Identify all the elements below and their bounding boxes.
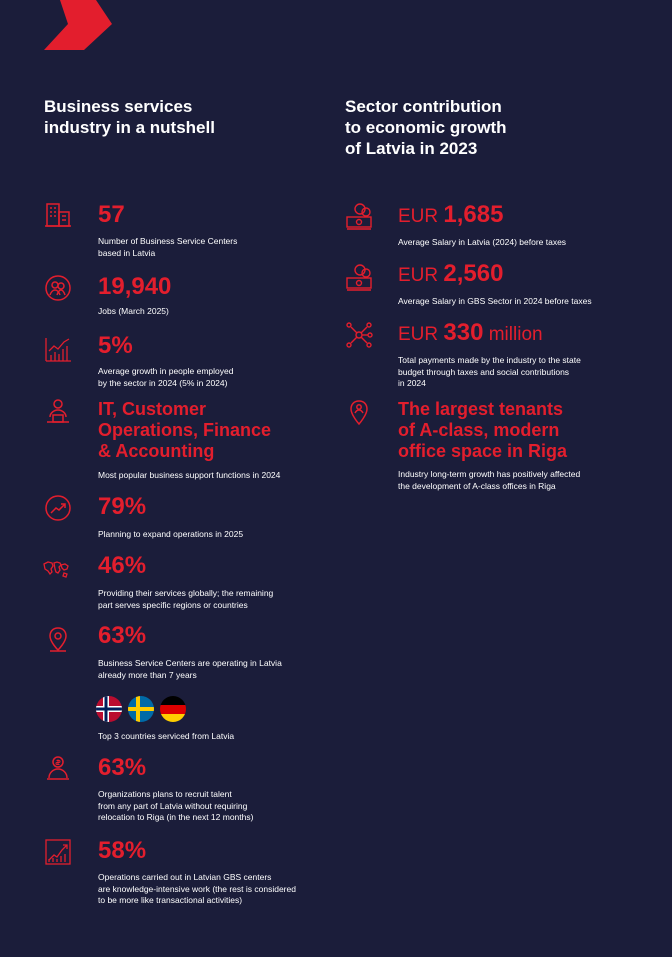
stat-desc-jobs: Jobs (March 2025)	[98, 306, 169, 316]
right-value-payments	[398, 320, 543, 348]
salary-gbs-amount: 2,560	[443, 260, 504, 287]
stat-value-jobs: 19,940	[98, 273, 172, 300]
stat-desc-operating: Business Service Centers are operating in Latvia already more than 7 years	[98, 658, 282, 680]
network-icon	[345, 321, 373, 349]
line-chart-icon	[44, 838, 72, 866]
right-desc-salary-gbs: Average Salary in GBS Sector in 2024 before taxes	[398, 296, 592, 306]
dollar-person-icon	[44, 754, 72, 782]
stat-desc-expand: Planning to expand operations in 2025	[98, 529, 244, 539]
stat-desc-functions: Most popular business support functions in 2024	[98, 470, 281, 480]
money-coins-icon	[345, 202, 373, 230]
growth-chart-icon	[44, 335, 72, 363]
stat-desc-recruit: Organizations plans to recruit talent from any part of Latvia without requiring relocation to Riga (in the next 12 months)	[98, 789, 254, 822]
stat-desc-centers: Number of Business Service Centers based in Latvia	[98, 236, 238, 258]
stat-value-operating: 63%	[98, 622, 147, 649]
flags-caption: Top 3 countries serviced from Latvia	[98, 731, 235, 741]
germany-flag-icon	[160, 696, 186, 722]
location-pin-icon	[44, 625, 72, 653]
building-icon	[44, 201, 72, 229]
right-desc-salary-latvia: Average Salary in Latvia (2024) before taxes	[398, 237, 567, 247]
currency-prefix: EUR	[398, 324, 444, 345]
stat-desc-global: Providing their services globally; the remaining part serves specific regions or countries	[98, 588, 274, 610]
right-desc-payments: Total payments made by the industry to the state budget through taxes and social contributions in 2024	[398, 355, 581, 388]
stat-value-centers: 57	[98, 201, 125, 228]
stat-value-expand: 79%	[98, 493, 147, 520]
trend-circle-icon	[44, 494, 72, 522]
stat-value-global: 46%	[98, 552, 147, 579]
stat-value-recruit: 63%	[98, 754, 147, 781]
right-value-tenants: The largest tenants of A-class, modern office space in Riga	[398, 399, 568, 461]
stat-value-growth: 5%	[98, 332, 133, 359]
right-value-salary-gbs	[398, 261, 503, 289]
right-value-salary-latvia	[398, 202, 503, 230]
right-desc-tenants: Industry long-term growth has positively affected the development of A-class offices in Riga	[398, 469, 581, 491]
salary-latvia-amount: 1,685	[443, 201, 504, 228]
stat-value-knowledge: 58%	[98, 837, 147, 864]
location-person-icon	[345, 399, 373, 427]
stat-desc-knowledge: Operations carried out in Latvian GBS centers are knowledge-intensive work (the rest is considered to be more like transactional activities)	[98, 872, 296, 905]
left-heading: Business services industry in a nutshell	[44, 97, 215, 137]
sweden-flag-icon	[128, 696, 154, 722]
world-map-icon	[42, 555, 70, 583]
currency-prefix: EUR	[398, 265, 444, 286]
norway-flag-icon	[96, 696, 122, 722]
people-icon	[44, 274, 72, 302]
right-heading: Sector contribution to economic growth of Latvia in 2023	[345, 97, 507, 158]
money-coins-icon	[345, 263, 373, 291]
company-logo	[44, 0, 114, 50]
speaker-icon	[44, 397, 72, 425]
payments-amount: 330	[443, 319, 484, 346]
chevron-logo-icon	[44, 0, 114, 50]
stat-desc-growth: Average growth in people employed by the sector in 2024 (5% in 2024)	[98, 366, 234, 388]
stat-value-functions: IT, Customer Operations, Finance & Accounting	[98, 399, 272, 461]
amount-suffix: million	[483, 324, 543, 345]
currency-prefix: EUR	[398, 206, 444, 227]
